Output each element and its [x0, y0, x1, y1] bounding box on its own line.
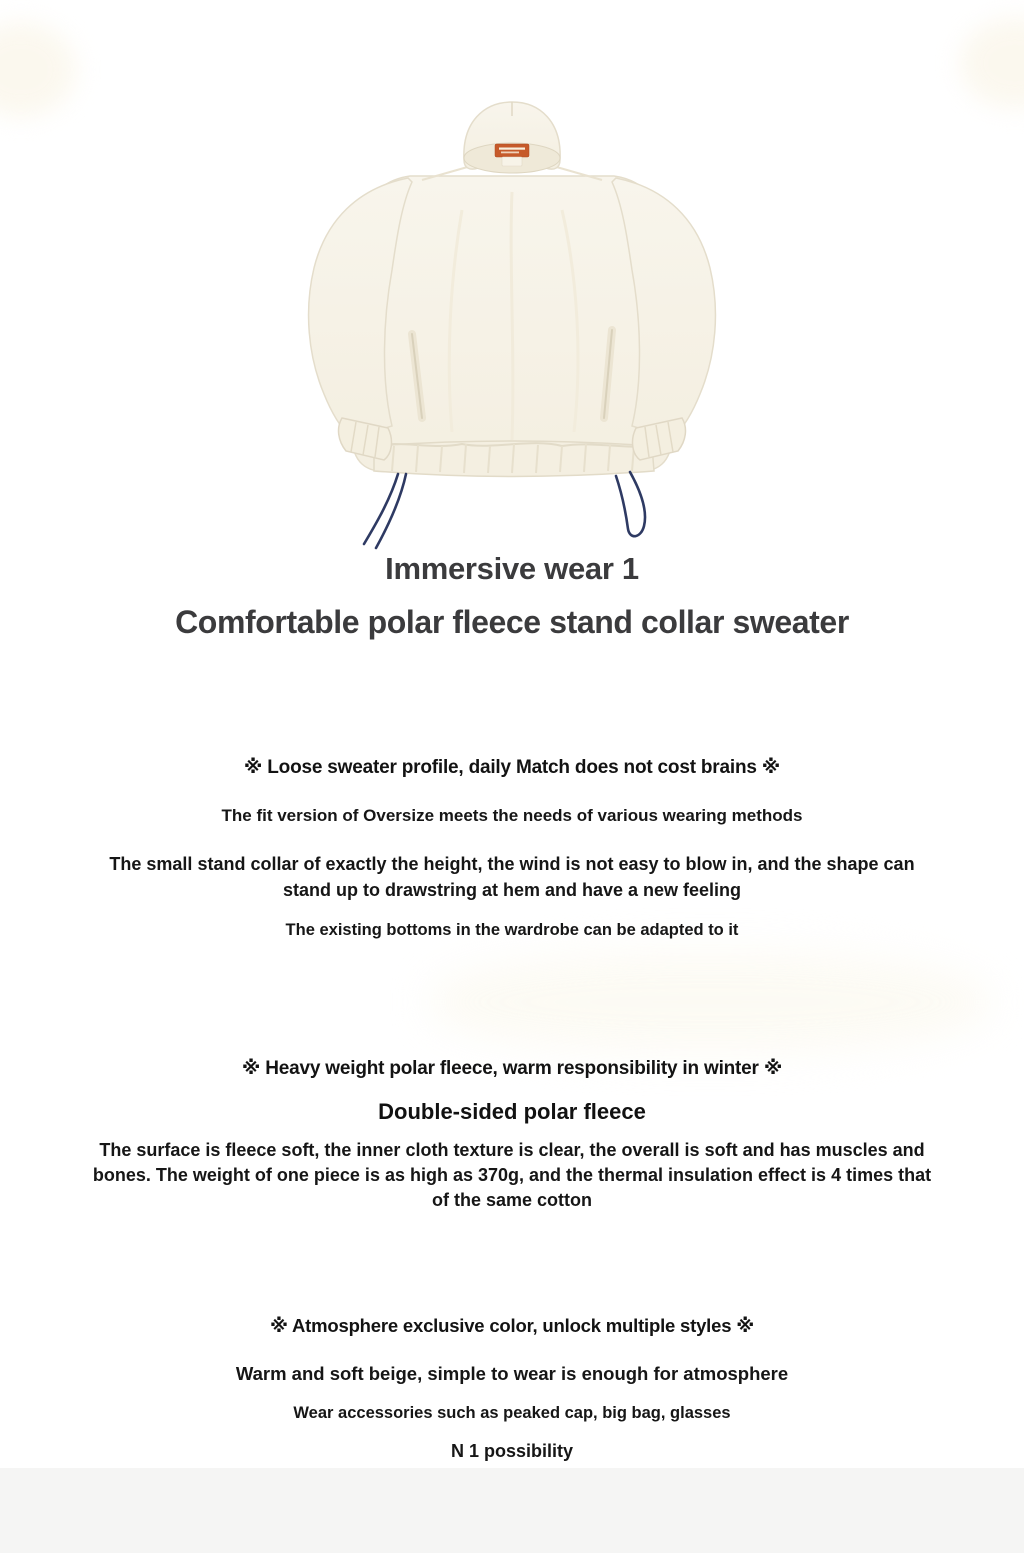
section2-subheading: Double-sided polar fleece — [378, 1099, 646, 1124]
product-title-line1: Immersive wear 1 — [385, 551, 639, 586]
crease-line — [511, 192, 513, 440]
section1-paragraph1: The fit version of Oversize meets the needs of various wearing methods — [221, 806, 803, 825]
section3-paragraph2: Wear accessories such as peaked cap, big bag, glasses — [293, 1404, 731, 1422]
previous-card-corner-right — [960, 18, 1024, 108]
faint-background-shape — [430, 952, 990, 1052]
brand-label-text-line — [499, 148, 525, 150]
product-photo — [282, 80, 742, 550]
section1-heading: ※ Loose sweater profile, daily Match does not cost brains ※ — [243, 757, 781, 778]
section2-paragraph1: The surface is fleece soft, the inner cloth texture is clear, the overall is soft and has muscles and bones. The weight of one piece is as high as 370g, and the thermal insulation effect is 4 times that of the same cotton — [92, 1140, 932, 1210]
product-title-line2: Comfortable polar fleece stand collar sweater — [175, 604, 849, 640]
section2-heading: ※ Heavy weight polar fleece, warm responsibility in winter ※ — [241, 1058, 783, 1079]
size-tag — [502, 157, 522, 166]
section1-paragraph3: The existing bottoms in the wardrobe can be adapted to it — [285, 921, 739, 939]
brand-label — [495, 144, 529, 157]
sweater-illustration — [282, 80, 742, 550]
section3-heading: ※ Atmosphere exclusive color, unlock multiple styles ※ — [269, 1315, 755, 1336]
section3-paragraph3: N 1 possibility — [450, 1441, 574, 1461]
next-image-gap — [0, 1468, 1024, 1553]
previous-card-corner-left — [0, 22, 76, 117]
section1-paragraph2: The small stand collar of exactly the height, the wind is not easy to blow in, and the shape can stand up to drawstring at hem and have a new feeling — [109, 854, 915, 900]
section3-paragraph1: Warm and soft beige, simple to wear is enough for atmosphere — [235, 1363, 789, 1384]
hem-drawstrings — [364, 472, 645, 548]
brand-label-text-line — [501, 152, 519, 154]
